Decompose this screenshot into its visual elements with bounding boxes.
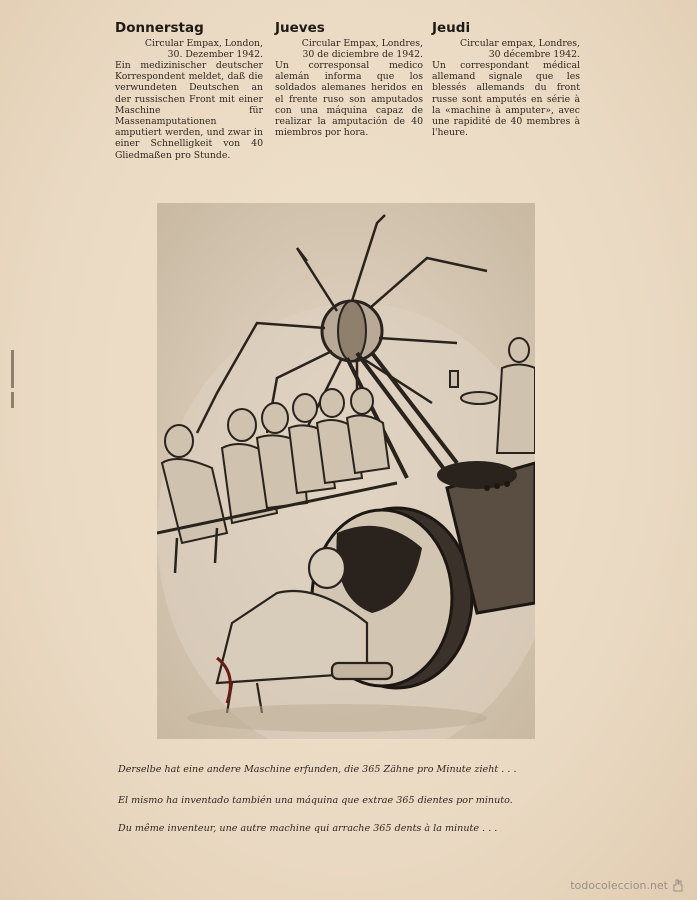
column-text: Ein medizinischer deutscher Korrespondent meldet, daß die verwundeten Deutschen an der russischen Front mit einer Maschine für Massenamputationen amputiert werden, und zwar in einer Schnelligkeit von 40 Gliedmaßen pro Stunde. <box>115 60 263 161</box>
amputation-machine-drawing <box>157 203 535 739</box>
margin-mark <box>11 392 14 408</box>
caption-french: Du même inventeur, une autre machine qui arrache 365 dents à la minute . . . <box>118 823 498 834</box>
day-heading: Jeudi <box>432 20 471 36</box>
column-text: Un corresponsal medico alemán informa que los soldados alemanes heridos en el frente ruso son amputados con una máquina capaz de realizar la amputación de 40 miembros por hora. <box>275 60 423 139</box>
watermark-text: todocoleccion.net <box>570 878 668 892</box>
column-french <box>432 20 580 138</box>
day-heading: Donnerstag <box>115 20 204 36</box>
source-date: 30 décembre 1942. <box>488 49 580 60</box>
source-date: 30 de diciembre de 1942. <box>302 49 423 60</box>
column-spanish <box>275 20 423 138</box>
margin-mark <box>11 350 14 388</box>
caption-spanish: El mismo ha inventado también una máquina que extrae 365 dientes por minuto. <box>118 795 513 806</box>
source-line: Circular Empax, London, <box>144 38 263 49</box>
day-heading: Jueves <box>275 20 325 36</box>
watermark <box>570 878 685 892</box>
source-line: Circular empax, Londres, <box>460 38 580 49</box>
caption-german: Derselbe hat eine andere Maschine erfunden, die 365 Zähne pro Minute zieht . . . <box>118 764 517 775</box>
column-german <box>115 20 263 161</box>
source-line: Circular Empax, Londres, <box>301 38 423 49</box>
source-date: 30. Dezember 1942. <box>167 49 263 60</box>
column-text: Un correspondant médical allemand signale que les blessés allemands du front russe sont amputés en série à la «machine à amputer», avec une rapidité de 40 membres à l'heure. <box>432 60 580 139</box>
hand-icon <box>671 878 685 892</box>
cartoon-illustration <box>157 203 535 739</box>
